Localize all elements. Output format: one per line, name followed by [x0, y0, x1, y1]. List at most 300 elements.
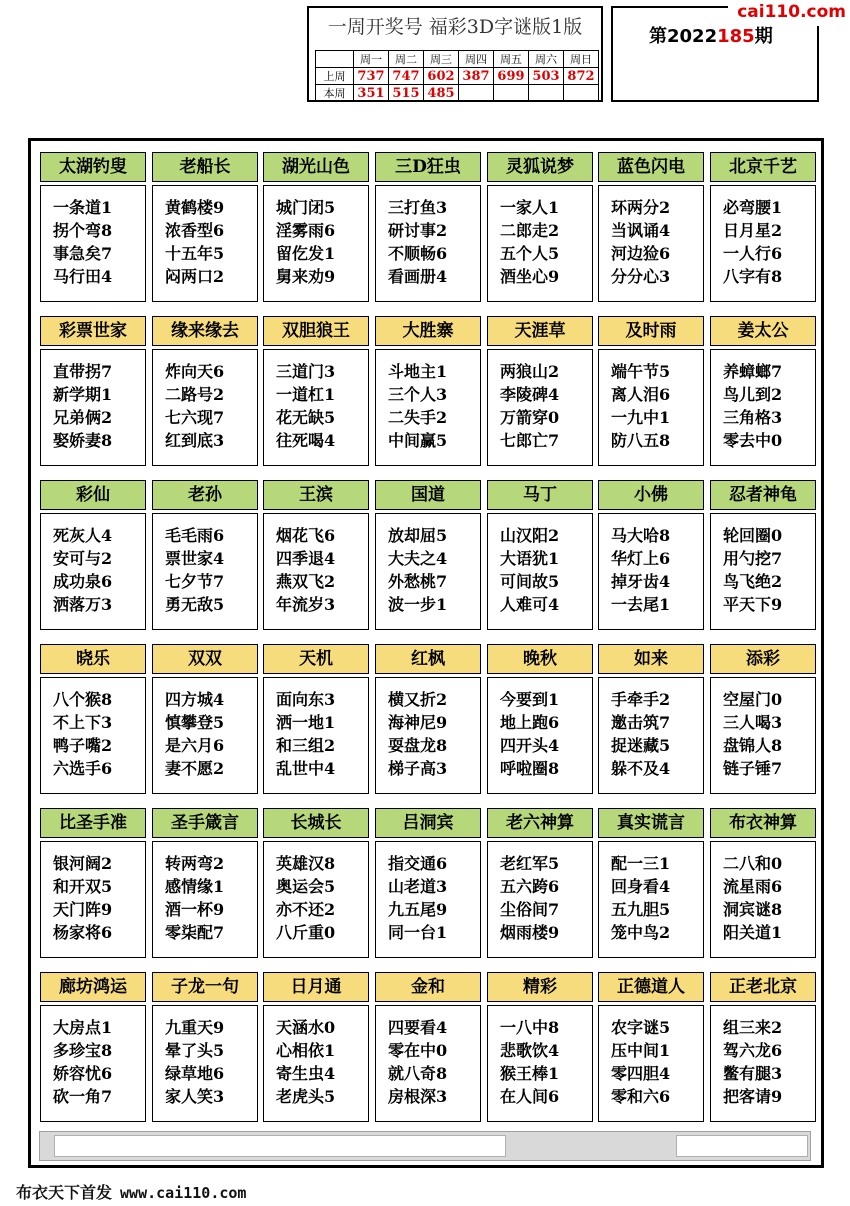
- corner-cell: [316, 51, 354, 68]
- riddle-line: 四季退4: [276, 549, 336, 568]
- riddle-cell: [263, 316, 369, 466]
- draw-number: 515: [389, 85, 424, 102]
- issue-suffix: 期: [754, 26, 773, 47]
- riddle-line: 一九中1: [611, 408, 671, 427]
- riddle-cell: [263, 644, 369, 794]
- riddle-line: 配一三1: [611, 854, 671, 873]
- riddle-line: 李陵碑4: [500, 385, 560, 404]
- weekly-draw-panel: [307, 6, 603, 102]
- riddle-cell: [598, 644, 704, 794]
- riddle-author: 正老北京: [710, 972, 816, 1002]
- riddle-cell: [152, 316, 258, 466]
- riddle-line: 山汉阳2: [500, 526, 560, 545]
- riddle-line: 浓香型6: [165, 221, 225, 240]
- riddle-line: 留仡发1: [276, 244, 336, 263]
- riddle-line: 九重天9: [165, 1018, 225, 1037]
- riddle-cell: [375, 808, 481, 958]
- riddle-line: 一八中8: [500, 1018, 560, 1037]
- riddle-line: 养蟑螂7: [723, 362, 783, 381]
- riddle-body: [375, 841, 481, 958]
- riddle-line: 日月星2: [723, 221, 783, 240]
- riddle-line: 亦不还2: [276, 900, 336, 919]
- riddle-line: 波一步1: [388, 595, 448, 614]
- riddle-line: 八斤重0: [276, 923, 336, 942]
- riddle-body: [152, 513, 258, 630]
- riddle-body: [598, 513, 704, 630]
- riddle-line: 一道杠1: [276, 385, 336, 404]
- issue-prefix: 第2022: [649, 26, 718, 47]
- riddle-cell: [710, 972, 816, 1122]
- riddle-cell: [487, 808, 593, 958]
- draw-number: [529, 85, 564, 102]
- riddle-cell: [40, 644, 146, 794]
- riddle-line: 当讽诵4: [611, 221, 671, 240]
- riddle-line: 烟花飞6: [276, 526, 336, 545]
- draw-number: [459, 85, 494, 102]
- riddle-body: [152, 349, 258, 466]
- riddle-line: 大房点1: [53, 1018, 113, 1037]
- riddle-line: 杨家将6: [53, 923, 113, 942]
- riddle-line: 八字有8: [723, 267, 783, 286]
- riddle-line: 年流岁3: [276, 595, 336, 614]
- riddle-body: [152, 1005, 258, 1122]
- riddle-line: 一人行6: [723, 244, 783, 263]
- riddle-body: [375, 1005, 481, 1122]
- riddle-line: 猴王棒1: [500, 1064, 560, 1083]
- riddle-cell: [152, 480, 258, 630]
- riddle-body: [710, 1005, 816, 1122]
- riddle-line: 直带拐7: [53, 362, 113, 381]
- riddle-author: 马丁: [487, 480, 593, 510]
- riddle-author: 灵狐说梦: [487, 152, 593, 182]
- riddle-author: 晓乐: [40, 644, 146, 674]
- riddle-line: 七六现7: [165, 408, 225, 427]
- riddle-line: 平天下9: [723, 595, 783, 614]
- riddle-body: [598, 677, 704, 794]
- riddle-line: 呼啦圈8: [500, 759, 560, 778]
- ad-bar: [39, 1131, 811, 1161]
- riddle-line: 阳关道1: [723, 923, 783, 942]
- riddle-cell: [487, 644, 593, 794]
- riddle-line: 链子锤7: [723, 759, 783, 778]
- riddle-line: 洒一地1: [276, 713, 336, 732]
- riddle-line: 空屋门0: [723, 690, 783, 709]
- riddle-line: 同一台1: [388, 923, 448, 942]
- riddle-line: 三角格3: [723, 408, 783, 427]
- riddle-body: [710, 677, 816, 794]
- day-label: 周三: [424, 51, 459, 68]
- riddle-line: 十五年5: [165, 244, 225, 263]
- riddle-line: 一去尾1: [611, 595, 671, 614]
- riddle-line: 农字谜5: [611, 1018, 671, 1037]
- riddle-line: 邀击筑7: [611, 713, 671, 732]
- riddle-line: 马行田4: [53, 267, 113, 286]
- riddle-line: 天门阵9: [53, 900, 113, 919]
- riddle-line: 二八和0: [723, 854, 783, 873]
- riddle-line: 面向东3: [276, 690, 336, 709]
- riddle-line: 可间故5: [500, 572, 560, 591]
- riddle-line: 鸭子嘴2: [53, 736, 113, 755]
- riddle-cell: [710, 152, 816, 302]
- riddle-cell: [40, 480, 146, 630]
- riddle-author: 国道: [375, 480, 481, 510]
- riddle-line: 死灰人4: [53, 526, 113, 545]
- riddle-line: 不上下3: [53, 713, 113, 732]
- riddle-line: 和开双5: [53, 877, 113, 896]
- riddle-line: 黄鹤楼9: [165, 198, 225, 217]
- riddle-line: 零和六6: [611, 1087, 671, 1106]
- riddle-body: [375, 185, 481, 302]
- day-header-row: [316, 51, 599, 68]
- riddle-body: [487, 513, 593, 630]
- riddle-line: 洞宾谜8: [723, 900, 783, 919]
- riddle-body: [710, 513, 816, 630]
- riddle-line: 研讨事2: [388, 221, 448, 240]
- riddle-line: 零四胆4: [611, 1064, 671, 1083]
- riddle-line: 梯子高3: [388, 759, 448, 778]
- draw-number: [564, 85, 599, 102]
- riddle-author: 及时雨: [598, 316, 704, 346]
- riddle-line: 勇无敌5: [165, 595, 225, 614]
- draw-number: 351: [354, 85, 389, 102]
- riddle-line: 五个人5: [500, 244, 560, 263]
- this-week-label: 本周: [316, 85, 354, 102]
- riddle-body: [40, 677, 146, 794]
- riddle-body: [263, 513, 369, 630]
- riddle-author: 北京千艺: [710, 152, 816, 182]
- riddle-line: 燕双飞2: [276, 572, 336, 591]
- riddle-line: 必弯腰1: [723, 198, 783, 217]
- riddle-author: 天机: [263, 644, 369, 674]
- riddle-author: 日月通: [263, 972, 369, 1002]
- riddle-line: 流星雨6: [723, 877, 783, 896]
- riddle-line: 悲歌饮4: [500, 1041, 560, 1060]
- riddle-line: 两狼山2: [500, 362, 560, 381]
- this-week-row: [316, 85, 599, 102]
- riddle-author: 比圣手准: [40, 808, 146, 838]
- day-label: 周二: [389, 51, 424, 68]
- riddle-line: 五九胆5: [611, 900, 671, 919]
- riddle-line: 海神尼9: [388, 713, 448, 732]
- weekly-draw-title: 一周开奖号 福彩3D字谜版1版: [327, 16, 583, 38]
- riddle-cell: [40, 152, 146, 302]
- riddle-line: 盘锦人8: [723, 736, 783, 755]
- riddle-cell: [263, 152, 369, 302]
- riddle-line: 轮回圈0: [723, 526, 783, 545]
- riddle-body: [40, 513, 146, 630]
- ad-slot-left[interactable]: [54, 1135, 506, 1157]
- riddle-line: 娇容忧6: [53, 1064, 113, 1083]
- riddle-line: 把客请9: [723, 1087, 783, 1106]
- riddle-body: [487, 841, 593, 958]
- riddle-line: 环两分2: [611, 198, 671, 217]
- riddle-body: [40, 841, 146, 958]
- riddle-line: 安可与2: [53, 549, 113, 568]
- riddle-line: 地上跑6: [500, 713, 560, 732]
- riddle-author: 布衣神算: [710, 808, 816, 838]
- riddle-line: 票世家4: [165, 549, 225, 568]
- riddle-line: 马大哈8: [611, 526, 671, 545]
- riddle-author: 姜太公: [710, 316, 816, 346]
- riddle-body: [152, 841, 258, 958]
- riddle-body: [40, 1005, 146, 1122]
- riddle-body: [263, 185, 369, 302]
- riddle-line: 转两弯2: [165, 854, 225, 873]
- riddle-author: 红枫: [375, 644, 481, 674]
- riddle-author: 廊坊鸿运: [40, 972, 146, 1002]
- footer: [16, 1180, 246, 1203]
- riddle-author: 老六神算: [487, 808, 593, 838]
- day-label: 周六: [529, 51, 564, 68]
- last-week-row: [316, 68, 599, 85]
- draw-number: 872: [564, 68, 599, 85]
- riddle-author: 忍者神龟: [710, 480, 816, 510]
- riddle-line: 天涵水0: [276, 1018, 336, 1037]
- riddle-line: 绿草地6: [165, 1064, 225, 1083]
- riddle-line: 指交通6: [388, 854, 448, 873]
- riddle-author: 晚秋: [487, 644, 593, 674]
- riddle-line: 斗地主1: [388, 362, 448, 381]
- riddle-cell: [598, 808, 704, 958]
- riddle-line: 老红军5: [500, 854, 560, 873]
- riddle-author: 老孙: [152, 480, 258, 510]
- riddle-line: 零去中0: [723, 431, 783, 450]
- riddle-line: 舅来劝9: [276, 267, 336, 286]
- riddle-line: 砍一角7: [53, 1087, 113, 1106]
- riddle-cell: [710, 480, 816, 630]
- draw-number: [494, 85, 529, 102]
- ad-slot-right[interactable]: [676, 1135, 808, 1157]
- riddle-line: 乱世中4: [276, 759, 336, 778]
- riddle-line: 淫雾雨6: [276, 221, 336, 240]
- riddle-cell: [375, 316, 481, 466]
- draw-number: 387: [459, 68, 494, 85]
- riddle-author: 蓝色闪电: [598, 152, 704, 182]
- riddle-cell: [710, 808, 816, 958]
- footer-url[interactable]: www.cai110.com: [120, 1184, 247, 1202]
- riddle-cell: [710, 316, 816, 466]
- footer-text: 布衣天下首发: [16, 1183, 113, 1202]
- site-logo[interactable]: cai110.com: [728, 0, 850, 26]
- riddle-cell: [487, 972, 593, 1122]
- riddle-line: 老虎头5: [276, 1087, 336, 1106]
- riddle-body: [263, 677, 369, 794]
- riddle-line: 兄弟俩2: [53, 408, 113, 427]
- riddle-author: 彩票世家: [40, 316, 146, 346]
- riddle-body: [710, 841, 816, 958]
- riddle-line: 放却屈5: [388, 526, 448, 545]
- riddle-line: 在人间6: [500, 1087, 560, 1106]
- riddle-body: [598, 185, 704, 302]
- weekly-draw-table: [315, 50, 599, 102]
- riddle-line: 鳖有腿3: [723, 1064, 783, 1083]
- riddle-line: 鸟飞绝2: [723, 572, 783, 591]
- riddle-line: 防八五8: [611, 431, 671, 450]
- riddle-line: 零在中0: [388, 1041, 448, 1060]
- riddle-author: 子龙一句: [152, 972, 258, 1002]
- riddle-body: [263, 349, 369, 466]
- riddle-body: [710, 185, 816, 302]
- riddle-line: 人难可4: [500, 595, 560, 614]
- riddle-line: 用勺挖7: [723, 549, 783, 568]
- riddle-line: 感情缘1: [165, 877, 225, 896]
- riddle-line: 多珍宝8: [53, 1041, 113, 1060]
- draw-number: 699: [494, 68, 529, 85]
- riddle-cell: [487, 316, 593, 466]
- riddle-cell: [710, 644, 816, 794]
- riddle-line: 山老道3: [388, 877, 448, 896]
- draw-number: 503: [529, 68, 564, 85]
- riddle-author: 真实谎言: [598, 808, 704, 838]
- riddle-cell: [40, 808, 146, 958]
- riddle-line: 华灯上6: [611, 549, 671, 568]
- riddle-line: 和三组2: [276, 736, 336, 755]
- riddle-line: 九五尾9: [388, 900, 448, 919]
- riddle-line: 英雄汉8: [276, 854, 336, 873]
- riddle-author: 太湖钓叟: [40, 152, 146, 182]
- riddle-line: 晕了头5: [165, 1041, 225, 1060]
- riddle-body: [152, 677, 258, 794]
- riddle-line: 家人笑3: [165, 1087, 225, 1106]
- riddle-line: 毛毛雨6: [165, 526, 225, 545]
- riddle-line: 慎攀登5: [165, 713, 225, 732]
- riddle-body: [598, 349, 704, 466]
- riddle-line: 笼中鸟2: [611, 923, 671, 942]
- riddle-line: 二失手2: [388, 408, 448, 427]
- riddle-line: 看画册4: [388, 267, 448, 286]
- riddle-line: 压中间1: [611, 1041, 671, 1060]
- riddle-line: 四方城4: [165, 690, 225, 709]
- riddle-cell: [487, 480, 593, 630]
- riddle-body: [40, 185, 146, 302]
- riddle-author: 大胜寨: [375, 316, 481, 346]
- riddle-line: 万箭穿0: [500, 408, 560, 427]
- riddle-line: 房根深3: [388, 1087, 448, 1106]
- riddle-author: 吕洞宾: [375, 808, 481, 838]
- riddle-body: [598, 1005, 704, 1122]
- riddle-line: 奥运会5: [276, 877, 336, 896]
- riddle-author: 金和: [375, 972, 481, 1002]
- riddle-line: 炸向天6: [165, 362, 225, 381]
- last-week-label: 上周: [316, 68, 354, 85]
- riddle-line: 妻不愿2: [165, 759, 225, 778]
- riddle-line: 五六跨6: [500, 877, 560, 896]
- riddle-cell: [598, 480, 704, 630]
- issue-serial: 185: [717, 26, 755, 47]
- riddle-author: 正德道人: [598, 972, 704, 1002]
- riddle-line: 三人喝3: [723, 713, 783, 732]
- riddle-line: 三打鱼3: [388, 198, 448, 217]
- riddle-line: 成功泉6: [53, 572, 113, 591]
- riddle-line: 六选手6: [53, 759, 113, 778]
- riddle-line: 耍盘龙8: [388, 736, 448, 755]
- riddle-cell: [152, 808, 258, 958]
- riddle-line: 横又折2: [388, 690, 448, 709]
- riddle-line: 花无缺5: [276, 408, 336, 427]
- riddle-author: 长城长: [263, 808, 369, 838]
- riddle-author: 老船长: [152, 152, 258, 182]
- riddle-line: 组三来2: [723, 1018, 783, 1037]
- riddle-author: 湖光山色: [263, 152, 369, 182]
- riddle-line: 回身看4: [611, 877, 671, 896]
- riddle-line: 娶娇妻8: [53, 431, 113, 450]
- riddle-line: 烟雨楼9: [500, 923, 560, 942]
- riddle-line: 洒落万3: [53, 595, 113, 614]
- riddle-body: [487, 677, 593, 794]
- riddle-line: 二路号2: [165, 385, 225, 404]
- riddle-body: [375, 349, 481, 466]
- riddle-line: 银河阔2: [53, 854, 113, 873]
- riddle-line: 新学期1: [53, 385, 113, 404]
- riddle-line: 往死喝4: [276, 431, 336, 450]
- riddle-author: 天涯草: [487, 316, 593, 346]
- day-label: 周一: [354, 51, 389, 68]
- riddle-author: 彩仙: [40, 480, 146, 510]
- riddle-body: [487, 349, 593, 466]
- riddle-line: 闷两口2: [165, 267, 225, 286]
- riddle-cell: [487, 152, 593, 302]
- riddle-line: 驾六龙6: [723, 1041, 783, 1060]
- riddle-cell: [375, 972, 481, 1122]
- riddle-line: 寄生虫4: [276, 1064, 336, 1083]
- riddle-line: 零柒配7: [165, 923, 225, 942]
- riddle-author: 圣手箴言: [152, 808, 258, 838]
- riddle-line: 一家人1: [500, 198, 560, 217]
- riddle-cell: [152, 972, 258, 1122]
- riddle-line: 分分心3: [611, 267, 671, 286]
- draw-number: 602: [424, 68, 459, 85]
- riddle-line: 二郎走2: [500, 221, 560, 240]
- riddle-line: 不顺畅6: [388, 244, 448, 263]
- riddle-line: 河边猃6: [611, 244, 671, 263]
- riddle-author: 小佛: [598, 480, 704, 510]
- riddle-cell: [598, 316, 704, 466]
- riddle-cell: [375, 644, 481, 794]
- riddle-line: 就八奇8: [388, 1064, 448, 1083]
- riddle-line: 三个人3: [388, 385, 448, 404]
- riddle-cell: [40, 316, 146, 466]
- riddle-author: 王滨: [263, 480, 369, 510]
- riddle-line: 大语犹1: [500, 549, 560, 568]
- riddle-grid: [28, 138, 824, 1168]
- riddle-body: [375, 677, 481, 794]
- riddle-cell: [263, 808, 369, 958]
- riddle-line: 外愁桃7: [388, 572, 448, 591]
- riddle-body: [152, 185, 258, 302]
- riddle-author: 添彩: [710, 644, 816, 674]
- riddle-line: 端午节5: [611, 362, 671, 381]
- riddle-line: 今要到1: [500, 690, 560, 709]
- riddle-line: 躲不及4: [611, 759, 671, 778]
- riddle-line: 酒坐心9: [500, 267, 560, 286]
- riddle-cell: [598, 152, 704, 302]
- riddle-line: 四开头4: [500, 736, 560, 755]
- draw-number: 737: [354, 68, 389, 85]
- riddle-author: 三D狂虫: [375, 152, 481, 182]
- riddle-cell: [263, 972, 369, 1122]
- riddle-body: [40, 349, 146, 466]
- day-label: 周四: [459, 51, 494, 68]
- riddle-line: 红到底3: [165, 431, 225, 450]
- riddle-line: 拐个弯8: [53, 221, 113, 240]
- riddle-cell: [375, 152, 481, 302]
- riddle-body: [263, 841, 369, 958]
- riddle-line: 掉牙齿4: [611, 572, 671, 591]
- riddle-line: 七夕节7: [165, 572, 225, 591]
- riddle-line: 心相依1: [276, 1041, 336, 1060]
- riddle-author: 精彩: [487, 972, 593, 1002]
- draw-number: 485: [424, 85, 459, 102]
